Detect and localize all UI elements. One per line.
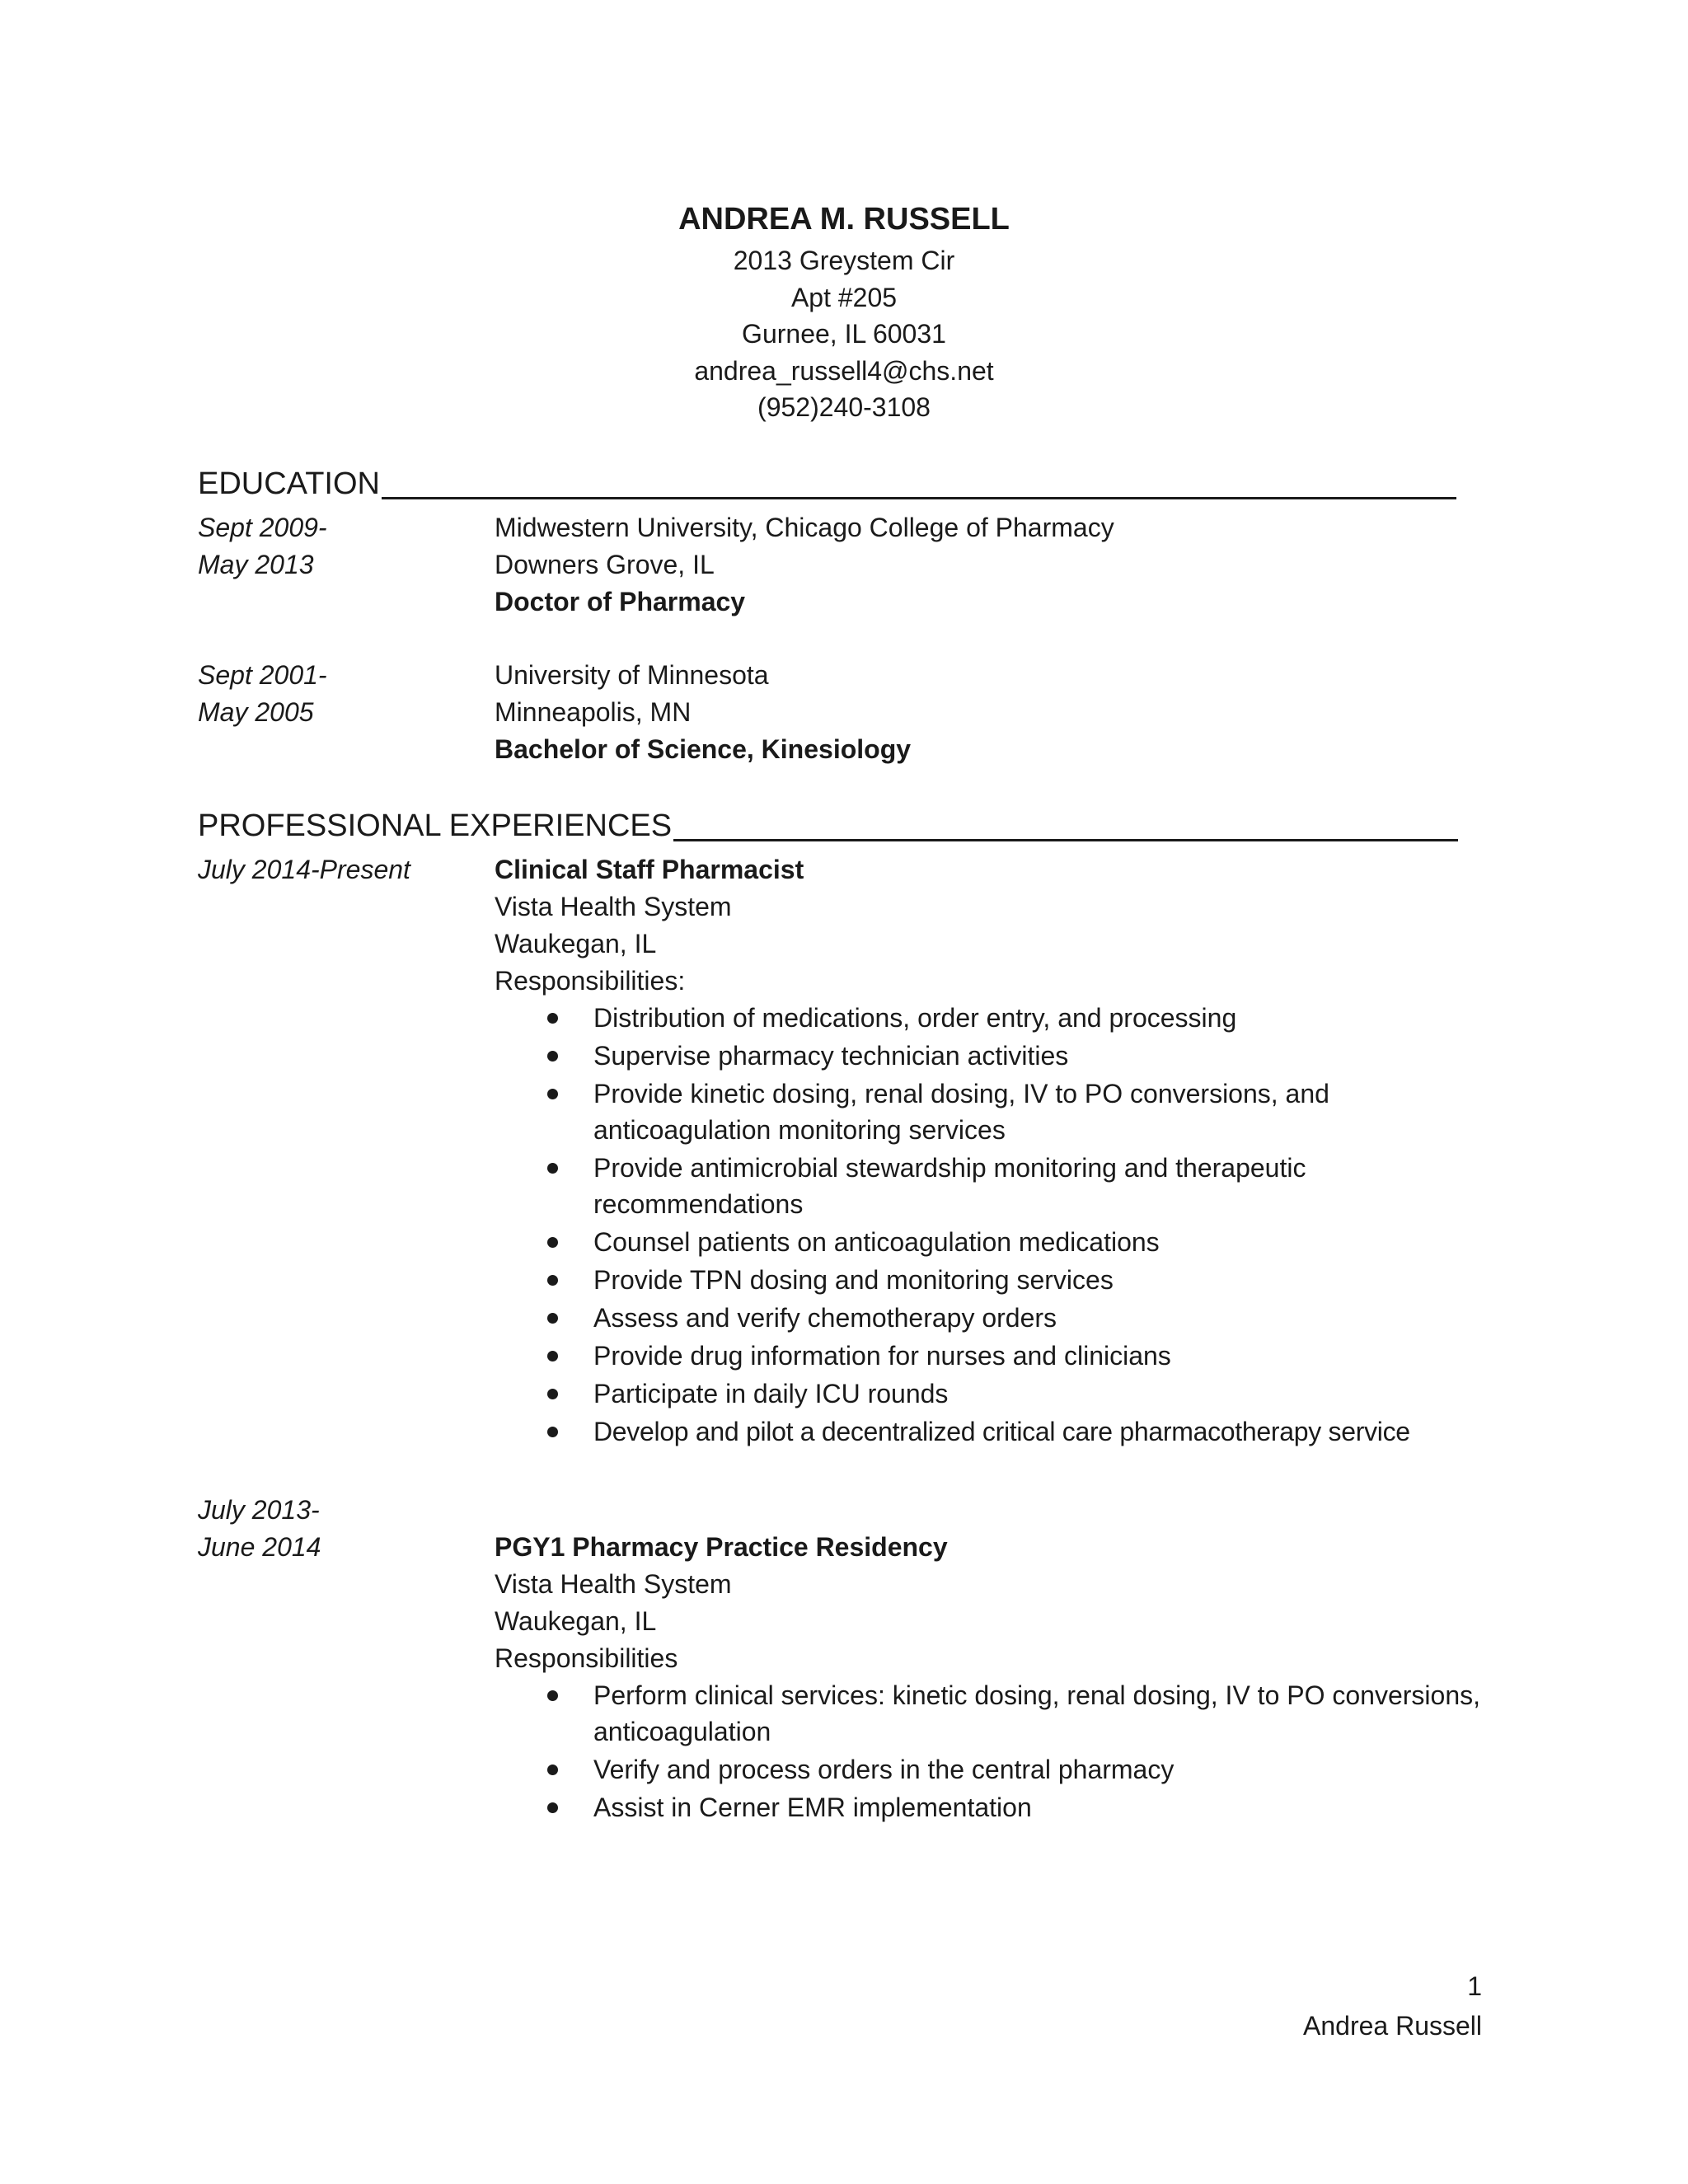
list-item: Provide kinetic dosing, renal dosing, IV to PO conversions, and anticoagulation monitoring services [495,1076,1688,1148]
responsibilities-label: Responsibilities: [495,966,686,996]
education-heading-text: EDUCATION [198,466,380,501]
education-entry [198,509,1114,621]
list-item: Develop and pilot a decentralized critical care pharmacotherapy service [495,1413,1688,1450]
list-item: Assist in Cerner EMR implementation [495,1789,1688,1825]
education-date-start: Sept 2001- [198,660,327,690]
bullet-icon [547,1765,558,1775]
contact-header [0,196,1688,426]
bullet-icon [547,1051,558,1062]
list-item: Distribution of medications, order entry, and processing [495,1000,1688,1036]
job-organization: Vista Health System [495,892,732,921]
education-heading-rule [382,497,1456,499]
bullet-icon [547,1089,558,1099]
education-school: Midwestern University, Chicago College of Pharmacy [495,513,1114,542]
job-date-end: June 2014 [198,1532,321,1562]
address-line-2: Apt #205 [790,282,898,312]
bullet-icon [547,1013,558,1024]
email-address: andrea_russell4@chs.net [694,355,994,386]
list-item: Verify and process orders in the central pharmacy [495,1751,1688,1788]
responsibility-list [495,1677,1688,1825]
bullet-icon [547,1237,558,1248]
list-item: Counsel patients on anticoagulation medications [495,1224,1688,1260]
experience-heading-rule [673,839,1458,841]
list-item: Provide TPN dosing and monitoring services [495,1262,1688,1298]
phone-number: (952)240-3108 [757,392,931,422]
city-state-zip: Gurnee, IL 60031 [742,319,946,349]
education-entry [198,657,911,768]
footer-author: Andrea Russell [1303,2011,1482,2041]
job-location: Waukegan, IL [495,929,657,958]
bullet-icon [547,1351,558,1361]
candidate-name: ANDREA M. RUSSELL [678,202,1010,237]
list-item: Provide drug information for nurses and clinicians [495,1338,1688,1374]
bullet-icon [547,1802,558,1813]
bullet-icon [547,1427,558,1437]
job-date-start: July 2013- [198,1495,320,1525]
bullet-icon [547,1313,558,1324]
job-title: Clinical Staff Pharmacist [495,855,804,884]
list-item: Assess and verify chemotherapy orders [495,1300,1688,1336]
education-degree: Bachelor of Science, Kinesiology [495,734,912,764]
job-title: PGY1 Pharmacy Practice Residency [495,1532,948,1562]
education-school: University of Minnesota [495,660,769,690]
education-location: Downers Grove, IL [495,550,715,579]
education-heading [198,463,1456,504]
job-location: Waukegan, IL [495,1606,657,1636]
bullet-icon [547,1275,558,1286]
job-date: July 2014-Present [198,855,410,884]
job-entry [198,1492,1688,1827]
education-location: Minneapolis, MN [495,697,692,727]
responsibility-list [495,1000,1688,1450]
experience-heading-text: PROFESSIONAL EXPERIENCES [198,808,673,843]
job-entry [198,851,1688,1451]
list-item: Provide antimicrobial stewardship monitoring and therapeutic recommendations [495,1150,1688,1222]
list-item: Perform clinical services: kinetic dosing, renal dosing, IV to PO conversions, anticoagulation [495,1677,1688,1750]
responsibilities-label: Responsibilities [495,1643,678,1673]
education-date-end: May 2013 [198,550,314,579]
job-organization: Vista Health System [495,1569,732,1599]
page-number: 1 [1467,1971,1482,2001]
experience-heading [198,805,1458,846]
education-degree: Doctor of Pharmacy [495,587,746,616]
list-item: Participate in daily ICU rounds [495,1376,1688,1412]
bullet-icon [547,1163,558,1174]
list-item: Supervise pharmacy technician activities [495,1038,1688,1074]
education-date-start: Sept 2009- [198,513,327,542]
bullet-icon [547,1690,558,1701]
page-footer [1303,1966,1482,2046]
bullet-icon [547,1389,558,1399]
education-date-end: May 2005 [198,697,314,727]
address-line-1: 2013 Greystem Cir [733,246,955,275]
